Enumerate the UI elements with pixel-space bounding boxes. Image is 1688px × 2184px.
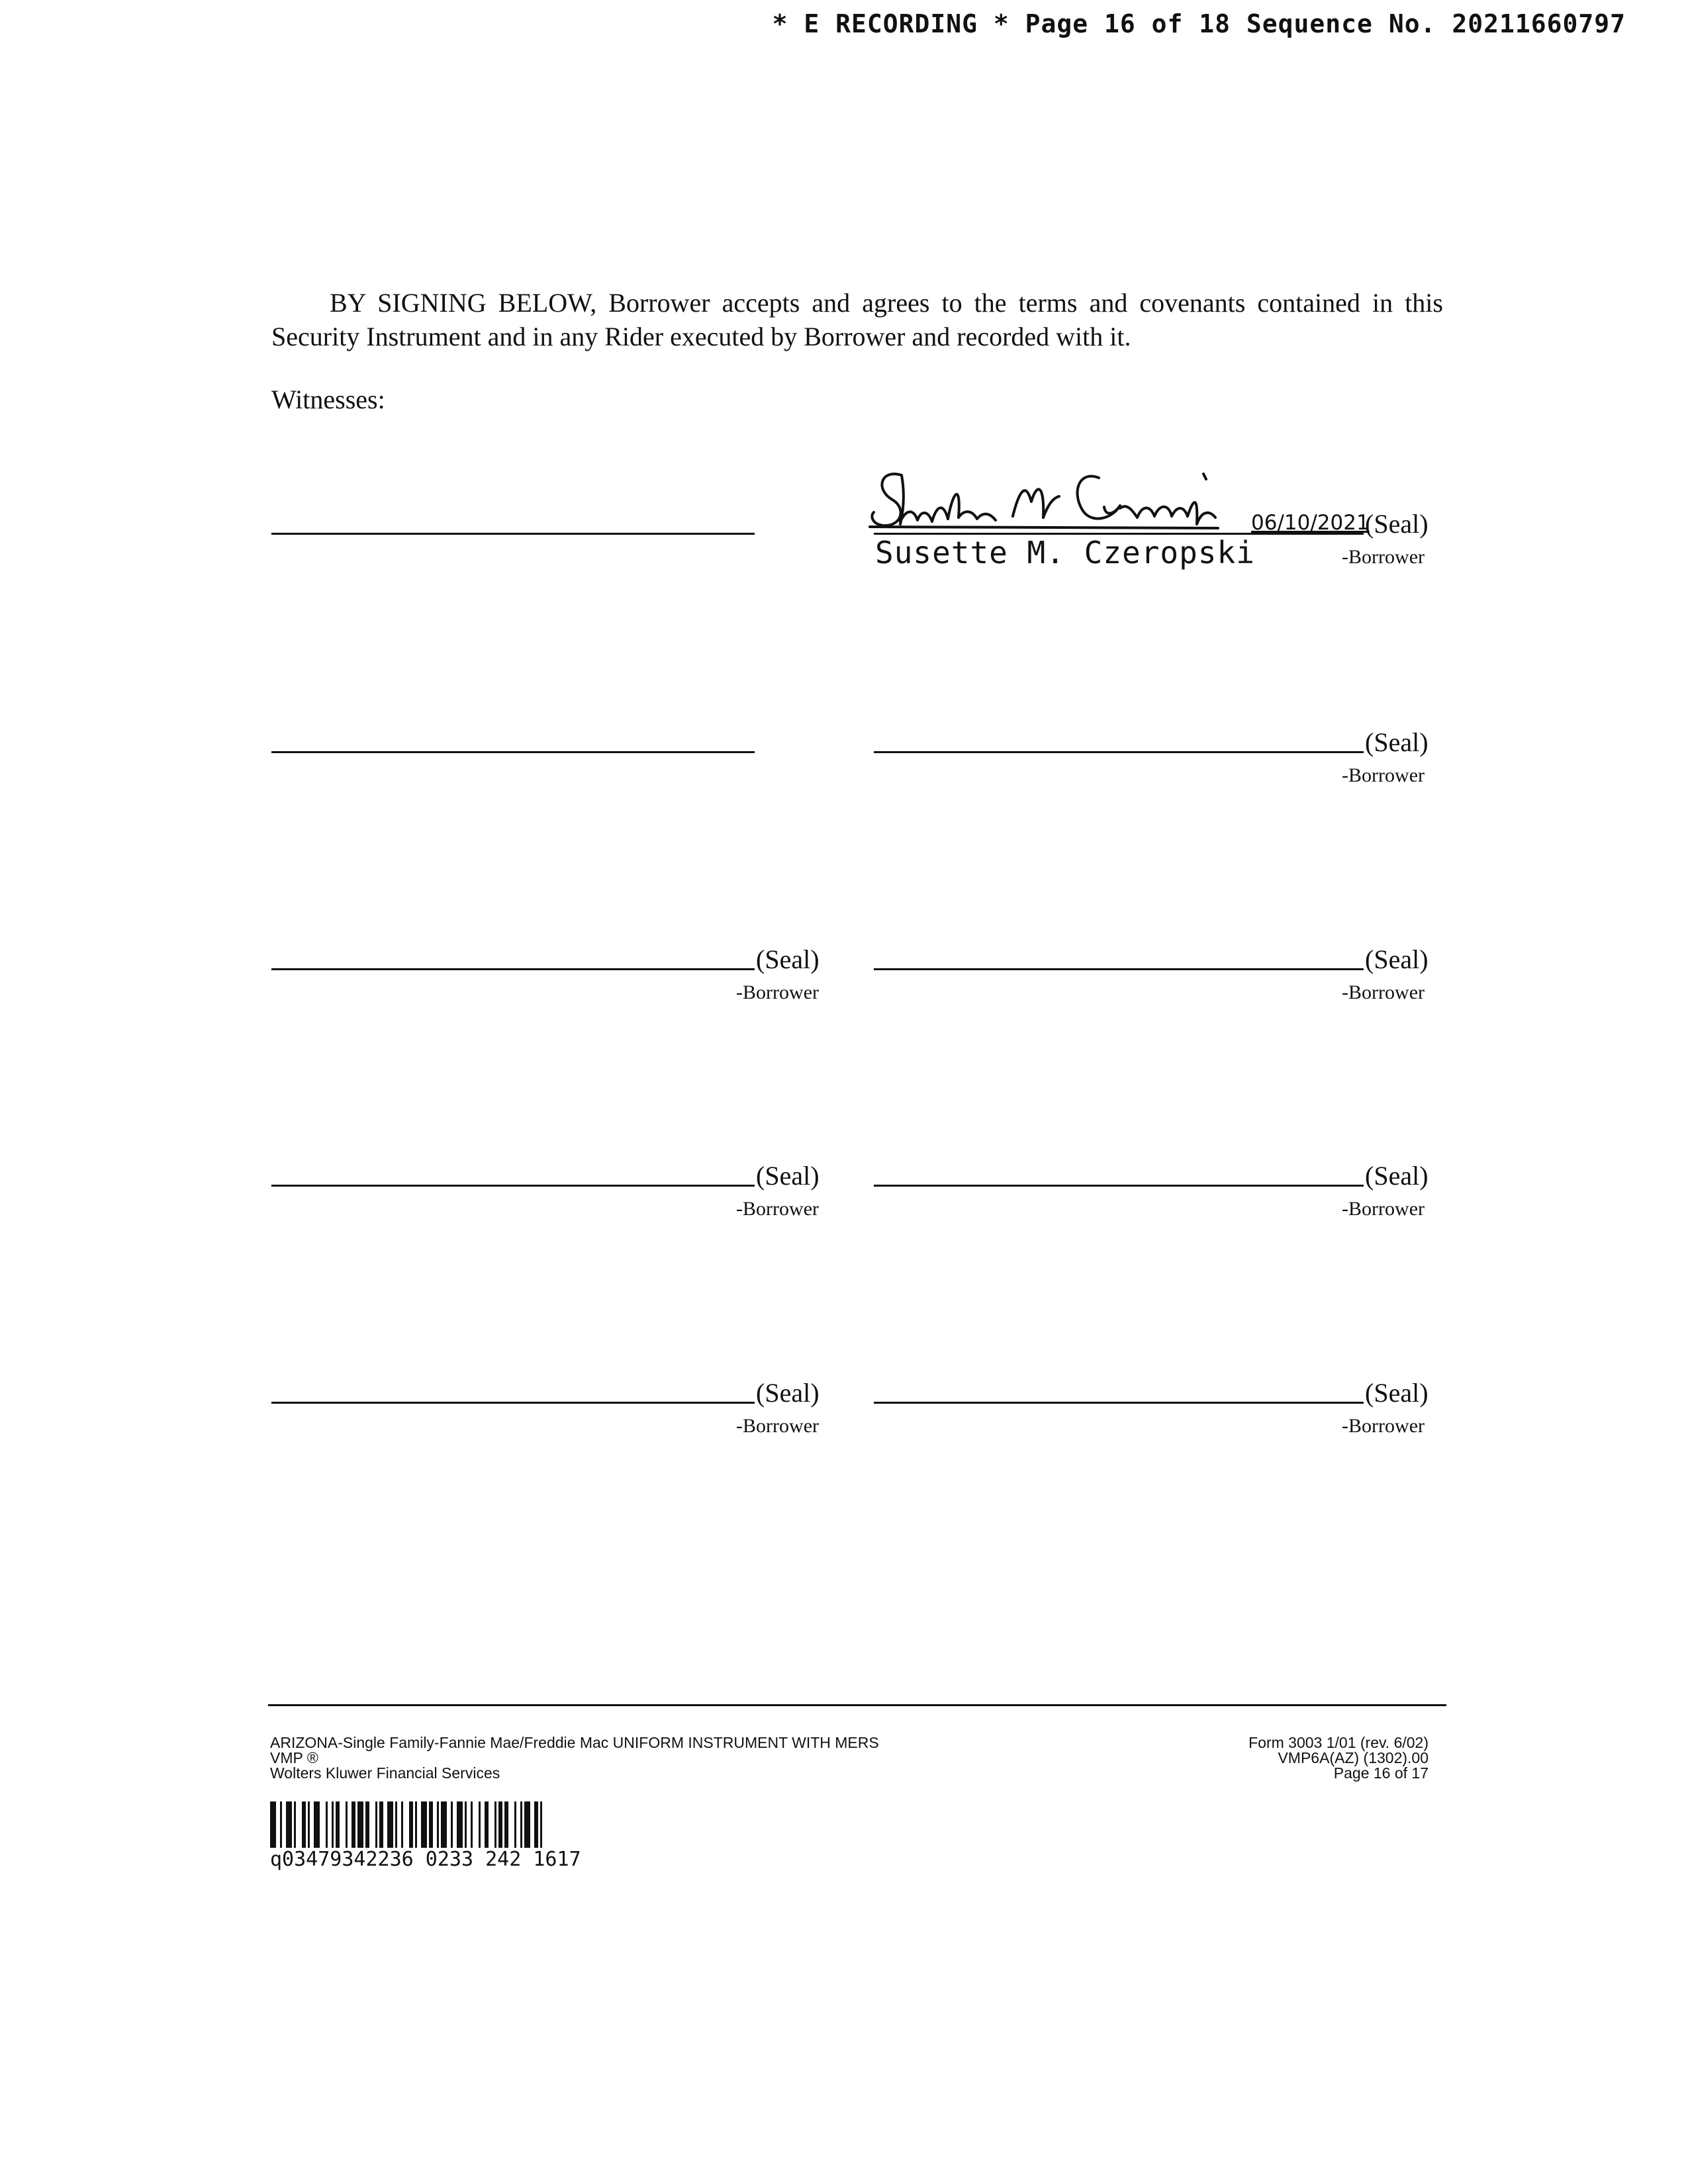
barcode-bar [514,1801,516,1848]
borrower-role-label: -Borrower [736,1415,819,1437]
borrower-signature-line-4[interactable] [874,968,1364,970]
barcode-bar [465,1801,467,1848]
seal-label: (Seal) [756,1161,820,1191]
recording-stamp: * E RECORDING * Page 16 of 18 Sequence No. 20211660797 [772,9,1626,38]
form-title: ARIZONA-Single Family-Fannie Mae/Freddie Mac UNIFORM INSTRUMENT WITH MERS [270,1734,879,1751]
form-footer-left [270,1735,879,1781]
barcode-bar [409,1801,413,1848]
publisher-name: Wolters Kluwer Financial Services [270,1764,500,1782]
barcode-bar [441,1801,447,1848]
barcode-bar [494,1801,496,1848]
barcode-bar [379,1801,383,1848]
seal-label: (Seal) [1365,727,1429,757]
form-number: Form 3003 1/01 (rev. 6/02) [1248,1734,1429,1751]
signature-intro [271,286,1443,353]
seal-label: (Seal) [1365,1378,1429,1408]
borrower-role-label: -Borrower [1342,546,1425,568]
barcode-bar [471,1801,473,1848]
barcode-bar [336,1801,340,1848]
borrower-role-label: -Borrower [736,981,819,1003]
signature-date: 06/10/2021 [1251,511,1370,535]
borrower-signature-line-7[interactable] [271,1402,755,1404]
form-code: VMP6A(AZ) (1302).00 [1278,1749,1429,1766]
barcode-bar [504,1801,508,1848]
form-footer-right [1248,1735,1429,1781]
intro-text: BY SIGNING BELOW, Borrower accepts and agrees to the terms and covenants contained in this Security Instrument and in any Rider executed by Borrower and recorded with it. [271,288,1443,351]
barcode-bar [332,1801,334,1848]
borrower-role-label: -Borrower [736,1198,819,1220]
barcode-bar [457,1801,463,1848]
barcode-bar [294,1801,296,1848]
borrower-role-label: -Borrower [1342,764,1425,786]
barcode-bar [365,1801,369,1848]
barcode-bar [286,1801,292,1848]
barcode-bar [479,1801,481,1848]
barcode-bar [524,1801,530,1848]
barcode-bar [280,1801,282,1848]
borrower-signature-line-6[interactable] [874,1185,1364,1187]
borrower-typed-name: Susette M. Czeropski [875,535,1255,570]
barcode-bar [375,1801,377,1848]
witness-signature-line-1[interactable] [271,533,755,535]
barcode-bar [387,1801,393,1848]
borrower-role-label: -Borrower [1342,981,1425,1003]
barcode-bar [540,1801,542,1848]
barcode-bar [308,1801,310,1848]
barcode-bar [534,1801,538,1848]
borrower-role-label: -Borrower [1342,1198,1425,1220]
borrower-signature-line-2[interactable] [874,751,1364,753]
borrower-signature-line-3[interactable] [271,968,755,970]
barcode-bar [451,1801,453,1848]
barcode-bar [429,1801,433,1848]
barcode-bar [421,1801,427,1848]
barcode-bar [485,1801,489,1848]
form-page-number: Page 16 of 17 [1333,1764,1429,1782]
barcode-bar [395,1801,397,1848]
barcode-bar [357,1801,363,1848]
barcode-bar [270,1801,276,1848]
seal-label: (Seal) [756,944,820,974]
barcode-bar [401,1801,403,1848]
seal-label: (Seal) [1365,1161,1429,1191]
barcode-bar [498,1801,502,1848]
seal-label: (Seal) [756,1378,820,1408]
barcode-bar [326,1801,328,1848]
borrower-signature-line-5[interactable] [271,1185,755,1187]
borrower-role-label: -Borrower [1342,1415,1425,1437]
barcode-bar [520,1801,522,1848]
witnesses-label: Witnesses: [271,385,385,414]
barcode-bar [437,1801,439,1848]
seal-label: (Seal) [1365,944,1429,974]
barcode-bar [346,1801,348,1848]
barcode-number: q03479342236 0233 242 1617 [270,1848,581,1871]
handwritten-signature [861,463,1231,543]
barcode-bar [302,1801,306,1848]
barcode-bar [415,1801,417,1848]
barcode [270,1801,720,1848]
borrower-signature-line-8[interactable] [874,1402,1364,1404]
barcode-bar [352,1801,355,1848]
seal-label: (Seal) [1365,509,1429,539]
vmp-mark: VMP ® [270,1749,318,1766]
barcode-bar [314,1801,320,1848]
footer-divider [268,1704,1446,1706]
witness-signature-line-2[interactable] [271,751,755,753]
